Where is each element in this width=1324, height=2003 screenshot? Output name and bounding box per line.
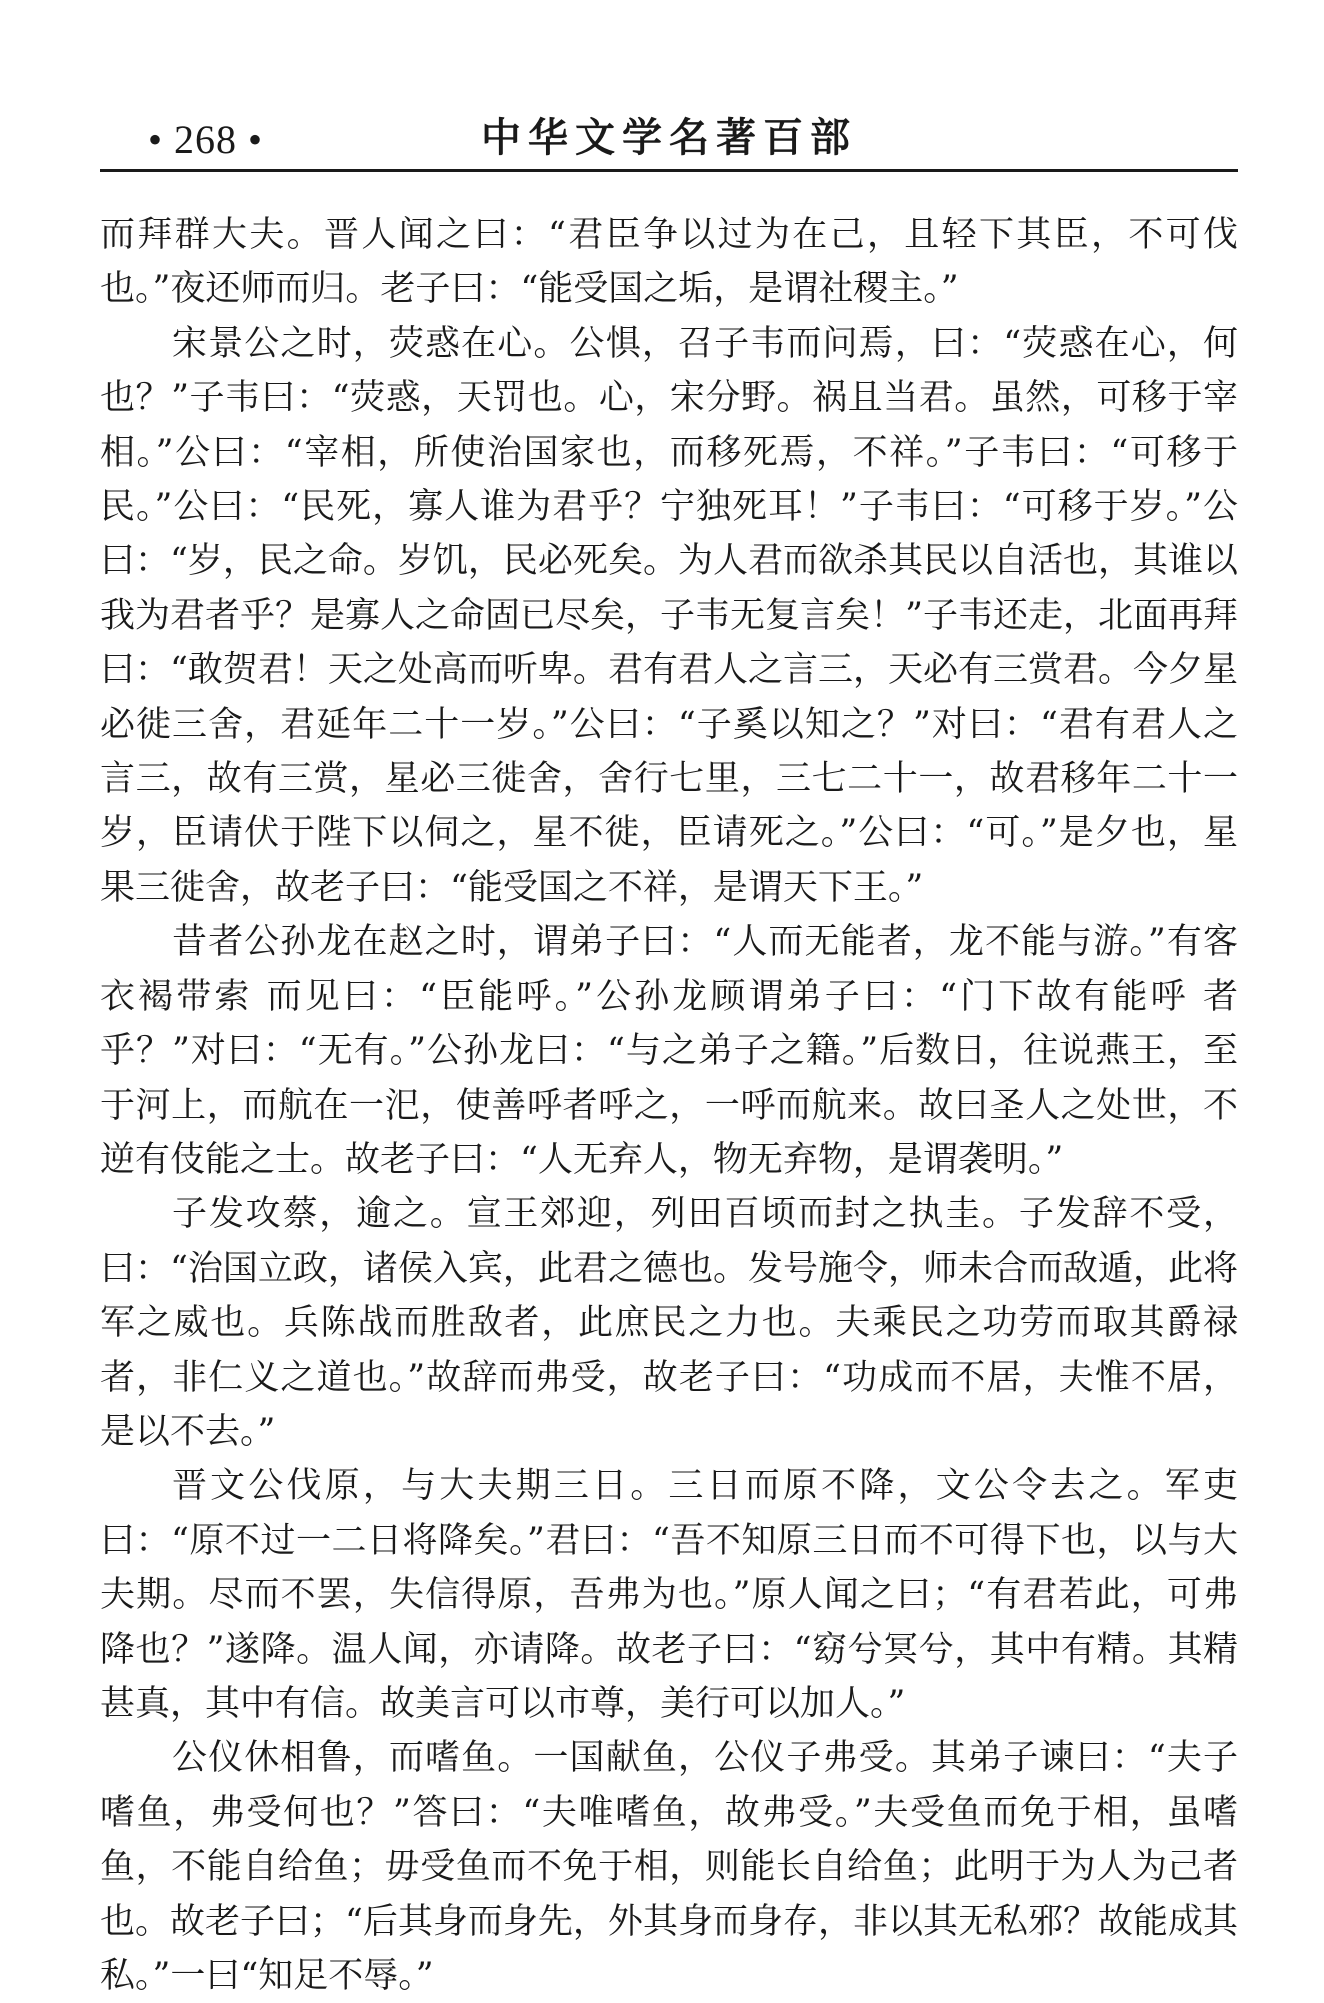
paragraph-5: 晋文公伐原，与大夫期三日。三日而原不降，文公令去之。军吏曰：“原不过一二日将降矣。”君曰：“吾不知原三日而不可得下也，以与大夫期。尽而不罢，失信得原，吾弗为也。”原人闻之曰；“有君若此，可弗降也？”遂降。温人闻，亦请降。故老子曰：“窈兮冥兮，其中有精。其精甚真，其中有信。故美言可以市尊，美行可以加人。” [100, 1466, 1238, 1724]
paragraph-4: 子发攻蔡，逾之。宣王郊迎，列田百顷而封之执圭。子发辞不受，曰：“治国立政，诸侯入宾，此君之德也。发号施令，师未合而敌遁，此将军之威也。兵陈战而胜敌者，此庶民之力也。夫乘民之功劳而取其爵禄者，非仁义之道也。”故辞而弗受，故老子曰：“功成而不居，夫惟不居，是以不去。” [100, 1194, 1238, 1452]
paragraph-2: 宋景公之时，荧惑在心。公惧，召子韦而问焉，曰：“荧惑在心，何也？”子韦曰：“荧惑，天罚也。心，宋分野。祸且当君。虽然，可移于宰相。”公曰：“宰相，所使治国家也，而移死焉，不祥。”子韦曰：“可移于民。”公曰：“民死，寡人谁为君乎？宁独死耳！”子韦曰：“可移于岁。”公曰：“岁，民之命。岁饥，民必死矣。为人君而欲杀其民以自活也，其谁以我为君者乎？是寡人之命固已尽矣，子韦无复言矣！”子韦还走，北面再拜曰：“敢贺君！天之处高而听卑。君有君人之言三，天必有三赏君。今夕星必徙三舍，君延年二十一岁。”公曰：“子奚以知之？”对曰：“君有君人之言三，故有三赏，星必三徙舍，舍行七里，三七二十一，故君移年二十一岁，臣请伏于陛下以伺之，星不徙，臣请死之。”公曰：“可。”是夕也，星果三徙舍，故老子曰：“能受国之不祥，是谓天下王。” [100, 323, 1238, 908]
paragraph-1: 而拜群大夫。晋人闻之曰：“君臣争以过为在己，且轻下其臣，不可伐也。”夜还师而归。老子曰：“能受国之垢，是谓社稷主。” [100, 215, 1238, 310]
header-rule [100, 169, 1238, 172]
page-header [100, 112, 1238, 172]
running-title: 中华文学名著百部 [481, 114, 857, 161]
paragraph-3: 昔者公孙龙在赵之时，谓弟子曰：“人而无能者，龙不能与游。”有客衣褐带索 而见曰：“臣能呼。”公孙龙顾谓弟子曰：“门下故有能呼 者乎？”对曰：“无有。”公孙龙曰：“与之弟子之籍。”后数日，往说燕王，至于河上，而航在一汜，使善呼者呼之，一呼而航来。故曰圣人之处世，不逆有伎能之士。故老子曰：“人无弃人，物无弃物，是谓袭明。” [100, 922, 1238, 1180]
page-number: • 268 • [148, 117, 264, 162]
body-text [100, 208, 1238, 2003]
paragraph-6: 公仪休相鲁，而嗜鱼。一国献鱼，公仪子弗受。其弟子谏曰：“夫子嗜鱼，弗受何也？”答曰：“夫唯嗜鱼，故弗受。”夫受鱼而免于相，虽嗜鱼，不能自给鱼；毋受鱼而不免于相，则能长自给鱼；此明于为人为己者也。故老子曰；“后其身而身先，外其身而身存，非以其无私邪？故能成其私。”一曰“知足不辱。” [100, 1738, 1238, 1996]
